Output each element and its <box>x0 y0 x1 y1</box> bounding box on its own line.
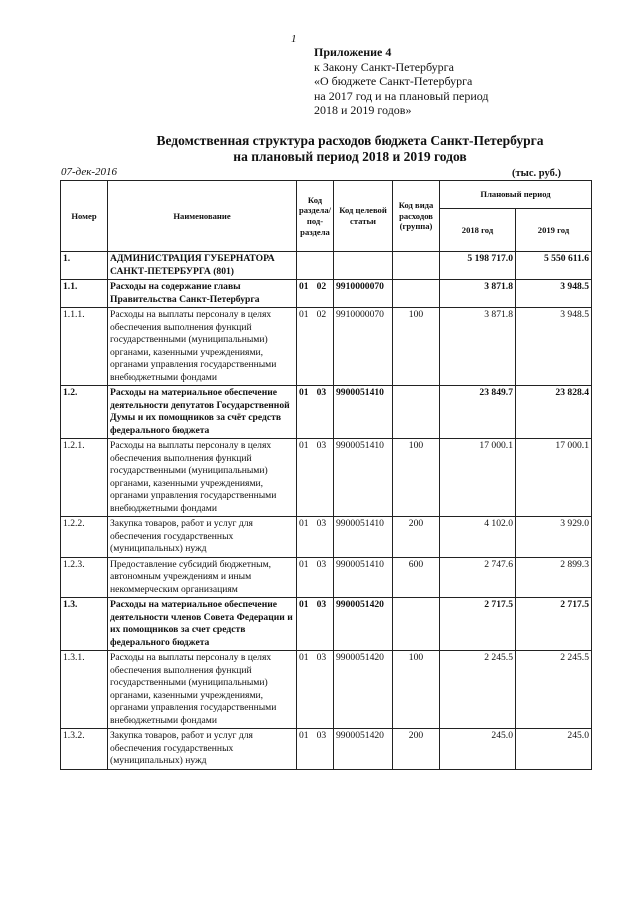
row-expense-type: 100 <box>393 308 440 386</box>
table-row <box>61 439 592 517</box>
row-section-code <box>297 308 334 386</box>
table-row <box>61 517 592 558</box>
row-number: 1.2.2. <box>61 517 108 558</box>
row-value-2019: 2 245.5 <box>516 651 592 729</box>
budget-table <box>60 180 592 770</box>
row-number: 1.1. <box>61 280 108 308</box>
section-code: 01 <box>299 599 309 610</box>
row-target-code: 9900051410 <box>334 517 393 558</box>
subsection-code: 03 <box>316 518 327 529</box>
subsection-code: 03 <box>316 730 327 741</box>
row-expense-type: 200 <box>393 729 440 770</box>
subsection-code: 03 <box>316 599 327 610</box>
row-section-code <box>297 557 334 598</box>
subsection-code: 03 <box>316 558 327 570</box>
row-value-2018: 23 849.7 <box>440 386 516 439</box>
appendix-title: Приложение 4 <box>314 45 392 59</box>
header-name: Наименование <box>108 181 297 252</box>
row-value-2018: 4 102.0 <box>440 517 516 558</box>
row-number: 1.2. <box>61 386 108 439</box>
table-row <box>61 308 592 386</box>
subsection-code: 03 <box>316 440 327 451</box>
document-title <box>60 133 640 165</box>
subsection-code: 02 <box>316 281 327 292</box>
row-value-2018: 17 000.1 <box>440 439 516 517</box>
row-target-code: 9900051420 <box>334 729 393 770</box>
table-row <box>61 729 592 770</box>
row-section-code <box>297 280 334 308</box>
document-date: 07-дек-2016 <box>61 166 118 178</box>
row-name: Расходы на выплаты персоналу в целях обеспечения выполнения функций государственными (муниципальными) органами, казенными учреждениями, органами управления государственными внебюджетными фондами <box>108 651 297 729</box>
row-expense-type <box>393 280 440 308</box>
appendix-line: «О бюджете Санкт-Петербурга <box>314 74 473 89</box>
appendix-block <box>314 45 489 118</box>
row-value-2018: 3 871.8 <box>440 308 516 386</box>
row-value-2019: 2 899.3 <box>516 557 592 598</box>
section-code: 01 <box>299 652 309 663</box>
section-code: 01 <box>299 518 309 529</box>
row-value-2019: 3 948.5 <box>516 280 592 308</box>
table-row <box>61 651 592 729</box>
section-code: 01 <box>299 387 309 398</box>
row-name: Расходы на выплаты персоналу в целях обеспечения выполнения функций государственными (муниципальными) органами, казенными учреждениями, органами управления государственными внебюджетными фондами <box>108 308 297 386</box>
row-target-code <box>334 252 393 280</box>
row-number: 1.3.2. <box>61 729 108 770</box>
row-value-2019: 245.0 <box>516 729 592 770</box>
row-target-code: 9900051420 <box>334 598 393 651</box>
subsection-code: 02 <box>316 309 327 320</box>
row-section-code <box>297 386 334 439</box>
row-target-code: 9900051410 <box>334 439 393 517</box>
table-row <box>61 557 592 598</box>
document-title-line2: на плановый период 2018 и 2019 годов <box>233 149 467 164</box>
row-expense-type: 100 <box>393 651 440 729</box>
document-title-line1: Ведомственная структура расходов бюджета Санкт-Петербурга <box>156 133 544 148</box>
row-target-code: 9900051420 <box>334 651 393 729</box>
row-value-2018: 5 198 717.0 <box>440 252 516 280</box>
row-value-2018: 245.0 <box>440 729 516 770</box>
table-row <box>61 386 592 439</box>
page-number: 1 <box>291 33 297 45</box>
row-section-code <box>297 651 334 729</box>
row-value-2019: 23 828.4 <box>516 386 592 439</box>
row-number: 1.2.3. <box>61 557 108 598</box>
row-target-code: 9910000070 <box>334 308 393 386</box>
section-code: 01 <box>299 730 309 741</box>
row-value-2019: 3 948.5 <box>516 308 592 386</box>
row-section-code <box>297 439 334 517</box>
row-target-code: 9910000070 <box>334 280 393 308</box>
row-name: АДМИНИСТРАЦИЯ ГУБЕРНАТОРА САНКТ-ПЕТЕРБУРГА (801) <box>108 252 297 280</box>
table-row <box>61 598 592 651</box>
row-name: Расходы на материальное обеспечение деятельности депутатов Государственной Думы и их помощников за счёт средств федерального бюджета <box>108 386 297 439</box>
table-row <box>61 252 592 280</box>
row-value-2019: 5 550 611.6 <box>516 252 592 280</box>
row-section-code <box>297 252 334 280</box>
row-expense-type <box>393 252 440 280</box>
section-code: 01 <box>299 440 309 451</box>
row-value-2019: 17 000.1 <box>516 439 592 517</box>
header-number: Номер <box>61 181 108 252</box>
subsection-code: 03 <box>316 387 327 398</box>
appendix-line: к Закону Санкт-Петербурга <box>314 59 454 74</box>
appendix-line: 2018 и 2019 годов» <box>314 103 412 118</box>
section-code: 01 <box>299 281 309 292</box>
section-code: 01 <box>299 558 309 570</box>
row-target-code: 9900051410 <box>334 386 393 439</box>
row-number: 1. <box>61 252 108 280</box>
row-name: Закупка товаров, работ и услуг для обеспечения государственных (муниципальных) нужд <box>108 517 297 558</box>
row-value-2019: 3 929.0 <box>516 517 592 558</box>
row-section-code <box>297 598 334 651</box>
appendix-line: на 2017 год и на плановый период <box>314 88 489 103</box>
row-name: Расходы на материальное обеспечение деятельности членов Совета Федерации и их помощников за счет средств федерального бюджета <box>108 598 297 651</box>
row-section-code <box>297 729 334 770</box>
row-expense-type <box>393 598 440 651</box>
row-expense-type: 100 <box>393 439 440 517</box>
row-name: Закупка товаров, работ и услуг для обеспечения государственных (муниципальных) нужд <box>108 729 297 770</box>
row-section-code <box>297 517 334 558</box>
table-row <box>61 280 592 308</box>
row-name: Предоставление субсидий бюджетным, автономным учреждениям и иным некоммерческим организациям <box>108 557 297 598</box>
header-year-2018: 2018 год <box>440 209 516 252</box>
header-year-2019: 2019 год <box>516 209 592 252</box>
header-target-code: Код целевой статьи <box>334 181 393 252</box>
row-name: Расходы на содержание главы Правительства Санкт-Петербурга <box>108 280 297 308</box>
row-expense-type: 200 <box>393 517 440 558</box>
header-expense-type: Код вида расходов (группа) <box>393 181 440 252</box>
row-target-code: 9900051410 <box>334 557 393 598</box>
subsection-code: 03 <box>316 652 327 663</box>
row-value-2018: 2 747.6 <box>440 557 516 598</box>
row-value-2018: 2 245.5 <box>440 651 516 729</box>
row-value-2018: 3 871.8 <box>440 280 516 308</box>
row-number: 1.2.1. <box>61 439 108 517</box>
row-expense-type: 600 <box>393 557 440 598</box>
row-expense-type <box>393 386 440 439</box>
row-value-2018: 2 717.5 <box>440 598 516 651</box>
row-number: 1.1.1. <box>61 308 108 386</box>
units-label: (тыс. руб.) <box>512 168 561 179</box>
row-number: 1.3. <box>61 598 108 651</box>
row-name: Расходы на выплаты персоналу в целях обеспечения выполнения функций государственными (муниципальными) органами, казенными учреждениями, органами управления государственными внебюджетными фондами <box>108 439 297 517</box>
header-planned-period: Плановый период <box>440 181 592 209</box>
section-code: 01 <box>299 309 309 320</box>
row-value-2019: 2 717.5 <box>516 598 592 651</box>
row-number: 1.3.1. <box>61 651 108 729</box>
header-section-code: Код раздела/ под- раздела <box>297 181 334 252</box>
